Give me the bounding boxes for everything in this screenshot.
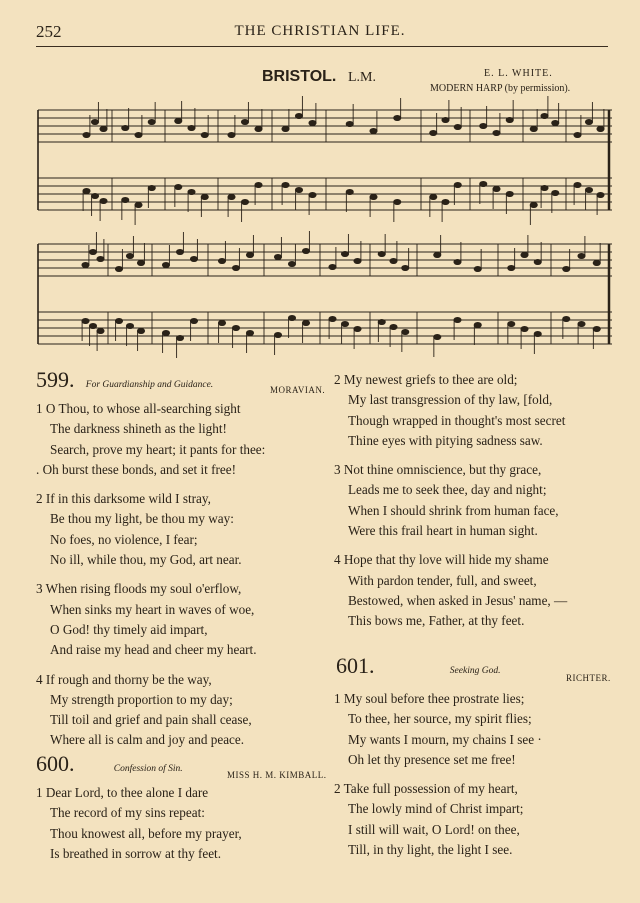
note-head [176,249,183,254]
note-head [246,330,253,335]
hymn-599-line: 4 If rough and thorny be the way, [36,671,212,687]
note-head [228,194,235,199]
hymn-601-line: Oh let thy presence set me free! [348,751,516,767]
note-head [530,126,537,131]
note-head [188,125,195,130]
hymn-599-line: Where all is calm and joy and peace. [50,732,245,748]
hymn-599-number: 599. [36,367,75,392]
note-head [593,326,600,331]
note-head [370,194,377,199]
note-head [89,323,96,328]
note-head [530,202,537,207]
hymn-599-line: Thine eyes with pitying sadness saw. [348,432,543,448]
hymn-599-line: Leads me to seek thee, day and night; [348,482,547,498]
hymn-600-line: The record of my sins repeat: [50,805,205,821]
hymn-599-line: This bows me, Father, at thy feet. [348,613,525,629]
note-head [480,123,487,128]
note-head [175,184,182,189]
hymn-599-line: My last transgression of thy law, [fold, [348,392,553,408]
hymn-601-line: 1 My soul before thee prostrate lies; [334,691,525,706]
hymn-601-number: 601. [336,653,375,678]
hymn-599-line: 1 O Thou, to whose all-searching sight [36,401,241,416]
hymn-601-line: To thee, her source, my spirit flies; [348,711,532,727]
hymn-601-line: My wants I mourn, my chains I see · [348,731,542,747]
music-notation [0,0,640,370]
note-head [394,115,401,120]
note-head [597,192,604,197]
note-head [232,265,239,270]
note-head [148,119,155,124]
note-head [83,188,90,193]
hymn-599-author: MORAVIAN. [270,385,326,395]
note-head [506,191,513,196]
hymn-599-line: And raise my head and cheer my heart. [50,642,257,658]
note-head [521,326,528,331]
note-head [241,199,248,204]
hymn-599-verses-col1 [36,399,265,751]
note-head [232,325,239,330]
hymn-600-number: 600. [36,751,75,776]
hymn-599-line [36,661,265,670]
note-head [552,190,559,195]
note-head [295,113,302,118]
note-head [508,265,515,270]
note-head [434,252,441,257]
note-head [295,187,302,192]
note-head [274,254,281,259]
note-head [135,132,142,137]
note-head [534,259,541,264]
hymn-599-line: The darkness shineth as the light! [50,421,227,437]
note-head [493,186,500,191]
note-head [288,315,295,320]
note-head [597,126,604,131]
note-head [329,264,336,269]
note-head [302,248,309,253]
hymn-599-line: 3 Not thine omniscience, but thy grace, [334,462,542,478]
hymn-599-verses-col2 [334,370,567,632]
note-head [346,189,353,194]
note-head [552,120,559,125]
hymn-599-line: Search, prove my heart; it pants for thee: [50,441,266,457]
hymn-600-line: Is breathed in sorrow at thy feet. [50,845,222,861]
note-head [454,124,461,129]
hymn-599-line: Till toil and grief and pain shall cease, [50,712,252,728]
note-head [563,266,570,271]
note-head [241,119,248,124]
hymn-599-line: When sinks my heart in waves of woe, [50,601,255,617]
note-head [329,316,336,321]
note-head [162,262,169,267]
note-head [563,316,570,321]
hymn-601-line: I still will wait, O Lord! on thee, [348,821,520,837]
note-head [574,182,581,187]
tune-composer: E. L. WHITE. [484,68,553,79]
note-head [309,120,316,125]
running-head: THE CHRISTIAN LIFE. [234,23,406,39]
hymn-599-header [36,367,214,395]
note-head [100,198,107,203]
note-head [442,199,449,204]
note-head [541,185,548,190]
note-head [442,117,449,122]
note-head [126,253,133,258]
hymn-599-line [334,541,567,550]
hymn-601-verses [334,689,542,860]
note-head [82,318,89,323]
note-head [378,251,385,256]
note-head [91,119,98,124]
note-head [288,261,295,266]
note-head [394,199,401,204]
note-head [274,332,281,337]
note-head [218,258,225,263]
tune-source: MODERN HARP (by permission). [430,83,571,94]
note-head [282,182,289,187]
hymn-599-line: . Oh burst these bonds, and set it free! [36,461,236,477]
hymn-599-line: 3 When rising floods my soul o'erflow, [36,581,242,597]
note-head [246,252,253,257]
note-head [309,192,316,197]
hymn-599-line: Bestowed, when asked in Jesus' name, — [348,592,568,608]
note-head [175,118,182,123]
note-head [148,185,155,190]
note-head [390,258,397,263]
note-head [115,266,122,271]
page-number: 252 [36,22,62,41]
hymn-599-line [36,570,265,579]
note-head [82,262,89,267]
note-head [346,121,353,126]
note-head [521,252,528,257]
note-head [137,328,144,333]
note-head [176,335,183,340]
hymn-599-line [334,451,567,460]
note-head [188,189,195,194]
note-head [282,126,289,131]
note-head [578,321,585,326]
hymn-599-line: 2 My newest griefs to thee are old; [334,372,518,387]
hymn-600-line: 1 Dear Lord, to thee alone I dare [36,785,209,800]
note-head [122,197,129,202]
note-head [341,251,348,256]
note-head [402,265,409,270]
hymn-599-line: O God! thy timely aid impart, [50,621,208,637]
note-head [190,256,197,261]
note-head [97,256,104,261]
note-head [402,329,409,334]
hymn-599-line: Though wrapped in thought's most secret [348,412,566,428]
hymn-601-line: Till, in thy light, the light I see. [348,842,513,858]
note-head [100,126,107,131]
note-head [474,322,481,327]
hymn-600-line: Thou knowest all, before my prayer, [50,825,242,841]
hymn-599-line: 4 Hope that thy love will hide my shame [334,552,549,568]
note-head [341,321,348,326]
hymn-599-line: No foes, no violence, I fear; [50,531,198,547]
note-head [506,117,513,122]
hymn-599-line [36,480,265,489]
note-head [126,323,133,328]
hymn-600-header [36,751,183,779]
hymn-601-header [336,653,501,681]
hymn-599-line: 2 If in this darksome wild I stray, [36,491,211,507]
note-head [454,259,461,264]
note-head [190,318,197,323]
note-head [474,266,481,271]
note-head [354,258,361,263]
note-head [218,320,225,325]
note-head [115,318,122,323]
note-head [122,125,129,130]
note-head [454,182,461,187]
hymn-599-line: No ill, while thou, my God, art near. [50,552,242,568]
note-head [578,253,585,258]
hymn-601-line: The lowly mind of Christ impart; [348,801,524,817]
hymn-600-author: MISS H. M. KIMBALL. [227,770,327,780]
tune-name: BRISTOL. [262,68,337,85]
note-head [89,249,96,254]
note-head [454,317,461,322]
note-head [493,130,500,135]
hymn-601-line [334,770,542,779]
note-head [135,202,142,207]
hymn-601-author: RICHTER. [566,673,611,683]
note-head [255,182,262,187]
note-head [480,181,487,186]
hymn-601-line: 2 Take full possession of my heart, [334,781,518,797]
note-head [585,119,592,124]
note-head [508,321,515,326]
note-head [97,328,104,333]
note-head [91,193,98,198]
note-head [228,132,235,137]
note-head [201,132,208,137]
note-head [430,194,437,199]
note-head [162,330,169,335]
note-head [201,194,208,199]
note-head [574,132,581,137]
note-head [585,187,592,192]
hymn-600-verses [36,783,242,864]
hymn-599-line: Be thou my light, be thou my way: [50,511,234,527]
note-head [430,130,437,135]
tune-meter: L.M. [348,70,376,85]
note-head [302,320,309,325]
note-head [593,260,600,265]
hymn-601-title: Seeking God. [449,666,501,676]
hymn-599-title: For Guardianship and Guidance. [85,380,214,390]
note-head [137,260,144,265]
note-head [83,132,90,137]
hymn-599-line: My strength proportion to my day; [50,691,233,707]
hymn-599-line: When I should shrink from human face, [348,502,559,518]
hymn-600-title: Confession of Sin. [113,764,183,774]
note-head [541,113,548,118]
hymn-599-line: With pardon tender, full, and sweet, [348,572,537,588]
note-head [390,324,397,329]
note-head [534,331,541,336]
note-head [370,128,377,133]
note-head [378,319,385,324]
note-head [354,326,361,331]
hymn-599-line: Were this frail heart in human sight. [348,523,538,539]
note-head [255,126,262,131]
note-head [434,334,441,339]
